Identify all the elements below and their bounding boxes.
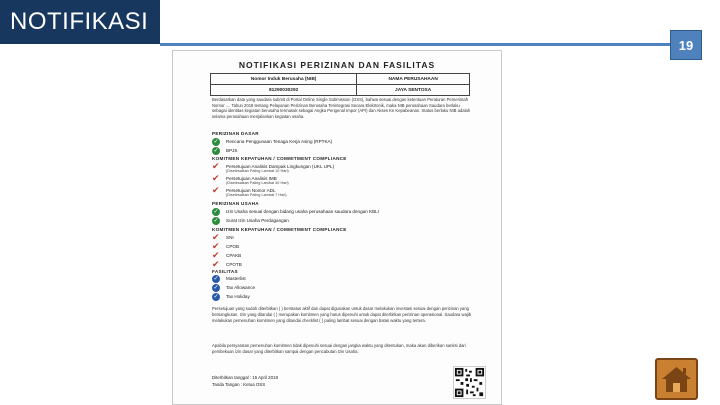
table-cell: 81290030292 — [211, 85, 357, 96]
checkmark-icon: ✔ — [212, 250, 220, 260]
issued-date: Diterbitkan tanggal : 15 April 2018 — [212, 375, 278, 380]
slide-title: NOTIFIKASI — [10, 8, 149, 35]
notification-document: NOTIFIKASI PERIZINAN DAN FASILITAS Nomor Induk Berusaha (NIB) NAMA PERUSAHAAN 81290030292 JAYA SENTOSA Berdasarkan data yang saudara submit di Portal Online Single Submission (OSS), bahwa sesuai dengan ketentuan Peraturan Pemerintah Nomor .... Tahun 2018 tentang Pelayanan Perizinan Berusaha Terintegrasi Secara Elektronik, maka NIB perusahaan Saudara berlaku sebagai identitas kegiatan berusaha termasuk sebagai Angka Pengenal Impor (API) dan Akses Ke Kepabeanan. Status berlaku NIB adalah selama perusahaan menjalankan kegiatan usaha. PERIZINAN DASAR ✓ Rencana Penggunaan Tenaga Kerja Asing (RPTKA) ✓ BPJS KOMITMEN KEPATUHAN / COMMITMENT COMPLIANCE ✔ Persetujuan Analisis Dampak Lingkungan (UKL UPL) (Diselesaikan Paling Lambat 10 Hari) ✔ Persetujuan Analisis IMB (Diselesaikan Paling Lambat 30 Hari) ✔ Persetujuan Nomor ADL (Diselesaikan Paling Lambat 7 Hari) PERIZINAN USAHA ✓ Izin Usaha sesuai dengan bidang usaha perusahaan saudara dengan KBLI ✓ Surat Izin Usaha Perdagangan KOMITMEN KEPATUHAN / COMMITMENT COMPLIANCE ✔ SNI ✔ CPOB ✔ CPAKB ✔ CPOTB FASILITAS ✓ Masterlist ✓ Tax Allowance ✓ Tax Holiday Persetujuan yang sudah diterbitkan ( ) berstatus aktif dan dapat digunakan untuk dasar melakukan investasi sesuai dengan perizinan yang bersangkutan. Izin yang ditandai ( ) merupakan komitmen yang harus dipenuhi untuk dapat diterbitkan perizinan operasional. Saudara wajib melakukan pemenuhan komitmen yang ditandai checklist ( ) paling lambat sesuai dengan batas waktu yang tertera. Apabila persyaratan pemenuhan komitmen tidak dipenuhi sesuai dengan jangka waktu yang ditentukan, maka akan diberikan sanksi dari pembekuan izin dasar yang diterbitkan sampai dengan pencabutan Izin Usaha. Diterbitkan tanggal : 15 April 2018 Tanda Tangan : Ketua OSS — [172, 50, 502, 405]
checkmark-icon: ✔ — [212, 241, 220, 251]
page-number-badge — [670, 30, 702, 60]
check-circle-icon: ✓ — [213, 276, 219, 282]
qr-code-icon — [453, 366, 486, 399]
table-cell: Nomor Induk Berusaha (NIB) — [211, 74, 357, 85]
section-komitmen: KOMITMEN KEPATUHAN / COMMITMENT COMPLIANCE — [212, 156, 347, 161]
signature-line: Tanda Tangan : Ketua OSS — [212, 382, 266, 387]
note-paragraph: Apabila persyaratan pemenuhan komitmen tidak dipenuhi sesuai dengan jangka waktu yang ditentukan, maka akan diberikan sanksi dari pembekuan izin dasar yang diterbitkan sampai dengan pencabutan Izin Usaha. — [212, 343, 466, 354]
check-circle-icon: ✓ — [213, 218, 219, 224]
section-perizinan-usaha: PERIZINAN USAHA — [212, 201, 259, 206]
company-info-table — [210, 73, 470, 96]
section-fasilitas: FASILITAS — [212, 269, 238, 274]
checkmark-icon: ✔ — [212, 161, 220, 171]
checkmark-icon: ✔ — [212, 185, 220, 195]
note-paragraph: Persetujuan yang sudah diterbitkan ( ) berstatus aktif dan dapat digunakan untuk dasar melakukan investasi sesuai dengan perizinan yang bersangkutan. Izin yang ditandai ( ) merupakan komitmen yang harus dipenuhi untuk dapat diterbitkan perizinan operasional. Saudara wajib melakukan pemenuhan komitmen yang ditandai checklist ( ) paling lambat sesuai dengan batas waktu yang tertera. — [212, 306, 472, 323]
section-komitmen-2: KOMITMEN KEPATUHAN / COMMITMENT COMPLIANCE — [212, 227, 347, 232]
section-perizinan-dasar: PERIZINAN DASAR — [212, 131, 259, 136]
table-cell: JAYA SENTOSA — [357, 85, 470, 96]
slide-title-bar — [0, 0, 160, 44]
check-circle-icon: ✓ — [213, 209, 219, 215]
check-circle-icon: ✓ — [213, 285, 219, 291]
document-title: NOTIFIKASI PERIZINAN DAN FASILITAS — [238, 60, 436, 70]
check-circle-icon: ✓ — [213, 139, 219, 145]
check-circle-icon: ✓ — [213, 148, 219, 154]
checkmark-icon: ✔ — [212, 232, 220, 242]
table-cell: NAMA PERUSAHAAN — [357, 74, 470, 85]
checkmark-icon: ✔ — [212, 259, 220, 269]
home-button[interactable] — [655, 358, 698, 400]
home-icon — [657, 360, 696, 398]
checkmark-icon: ✔ — [212, 173, 220, 183]
title-rule — [160, 43, 670, 46]
intro-paragraph: Berdasarkan data yang saudara submit di Portal Online Single Submission (OSS), bahwa sesuai dengan ketentuan Peraturan Pemerintah Nomor .... Tahun 2018 tentang Pelayanan Perizinan Berusaha Terintegrasi Secara Elektronik, maka NIB perusahaan Saudara berlaku sebagai identitas kegiatan berusaha termasuk sebagai Angka Pengenal Impor (API) dan Akses Ke Kepabeanan. Status berlaku NIB adalah selama perusahaan menjalankan kegiatan usaha. — [212, 97, 471, 119]
check-circle-icon: ✓ — [213, 294, 219, 300]
page-number: 19 — [678, 38, 694, 53]
